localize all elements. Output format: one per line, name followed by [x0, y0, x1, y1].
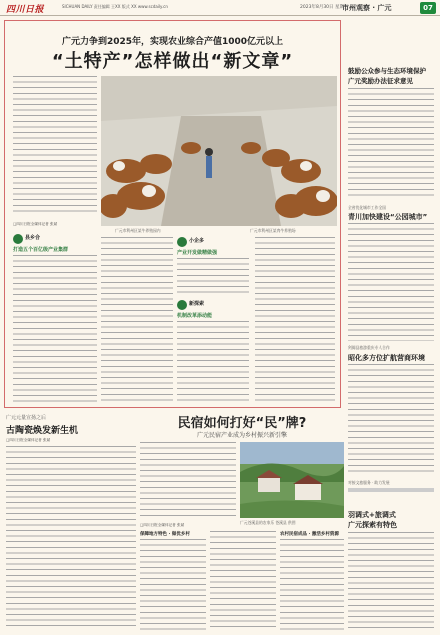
- section-2-title: 小企多: [189, 238, 205, 244]
- bottom-center-text-4: [280, 539, 344, 630]
- bottom-center-headline: 民宿如何打好“民”牌?: [177, 416, 307, 431]
- photo-caption-right: 广元市利州区某肉牛养殖场: [250, 228, 296, 233]
- lead-byline: □四川日报全媒体记者 张斌: [13, 222, 58, 226]
- page-number: 07: [420, 2, 436, 14]
- bottom-center-text-2: [140, 539, 206, 630]
- left-lower-kicker: 广元元量宣扬之后: [6, 415, 47, 421]
- section-1-subtitle: 打造五个百亿级产业集群: [13, 247, 69, 253]
- right-mid-text: [348, 223, 434, 341]
- section-3-icon: [177, 300, 187, 310]
- masthead-meta: SICHUAN DAILY 责任编辑 王XX 版式 XX www.scdaily.cn: [62, 4, 168, 9]
- left-lower-byline: □四川日报全媒体记者 张斌: [6, 438, 51, 442]
- bottom-center-subsec-1: 保障地方特色 · 做优乡村: [140, 532, 190, 537]
- section-1-title: 县乡合: [25, 235, 41, 241]
- right-bottom-text: [348, 532, 434, 630]
- left-lower-text: [6, 446, 136, 630]
- right-low-kicker: 剑阁县旅游重庆专人合作: [348, 345, 390, 350]
- lead-article: [4, 20, 341, 408]
- right-bottom-rule: [348, 488, 434, 492]
- bottom-center-subsec-2: 农村民宿成品 · 激活乡村资源: [280, 532, 339, 537]
- section-title: 市州观察 · 广元: [342, 4, 392, 12]
- right-top-text: [348, 88, 434, 200]
- lead-text-column-1: [13, 76, 97, 216]
- right-bottom-headline-2: 广元探索有特色: [348, 521, 397, 529]
- right-mid-kicker: 全省优化城市工作全国: [348, 205, 386, 210]
- bottom-center-text-1: [140, 442, 236, 518]
- right-bottom-kicker: 对接文旅服务 · 助力发展: [348, 480, 390, 485]
- right-low-headline: 昭化多方位扩航营商环境: [348, 354, 425, 362]
- newspaper-logo: 四川日报: [6, 5, 45, 15]
- bottom-center-byline: □四川日报全媒体记者 张斌: [140, 523, 185, 527]
- cattle-barn-photo: [101, 76, 337, 226]
- photo-caption-left: 广元市利州区某牛养殖园内: [115, 228, 161, 233]
- section-2-subtitle: 产业开发做精做强: [177, 250, 218, 256]
- left-lower-headline: 古陶瓷焕发新生机: [6, 426, 79, 436]
- lead-headline: “土特产”怎样做出“新文章”: [51, 51, 294, 72]
- village-photo: [240, 442, 344, 518]
- right-low-text: [348, 364, 434, 476]
- lead-text-column-3b: [177, 321, 249, 403]
- masthead: [0, 0, 440, 16]
- village-photo-caption: 广元苍溪县的农家乐 苍溪县 供图: [240, 520, 296, 525]
- right-bottom-headline-1: 羽调式+旅调式: [348, 511, 396, 519]
- right-mid-headline: 青川加快建设“公园城市”: [348, 213, 428, 221]
- lead-text-column-2: [101, 237, 173, 403]
- lead-text-column-4: [255, 237, 335, 403]
- lead-text-column-3a: [177, 258, 249, 293]
- right-top-headline-1: 鼓励公众参与生态环境保护: [348, 67, 426, 75]
- bottom-center-subhead: 广元民宿产业成为乡村振兴新引擎: [196, 432, 287, 439]
- section-1-icon: [13, 234, 23, 244]
- lead-kicker: 广元力争到2025年，实现农业综合产值1000亿元以上: [61, 37, 284, 47]
- section-2-icon: [177, 237, 187, 247]
- lead-text-column-1b: [13, 255, 97, 403]
- issue-date: 2023年8月30日 星期三: [300, 5, 349, 10]
- section-3-title: 新探索: [189, 301, 205, 307]
- section-3-subtitle: 机制改革添动能: [177, 313, 213, 319]
- right-top-headline-2: 广元奖励办法征求意见: [348, 77, 413, 85]
- bottom-center-text-3: [210, 531, 276, 630]
